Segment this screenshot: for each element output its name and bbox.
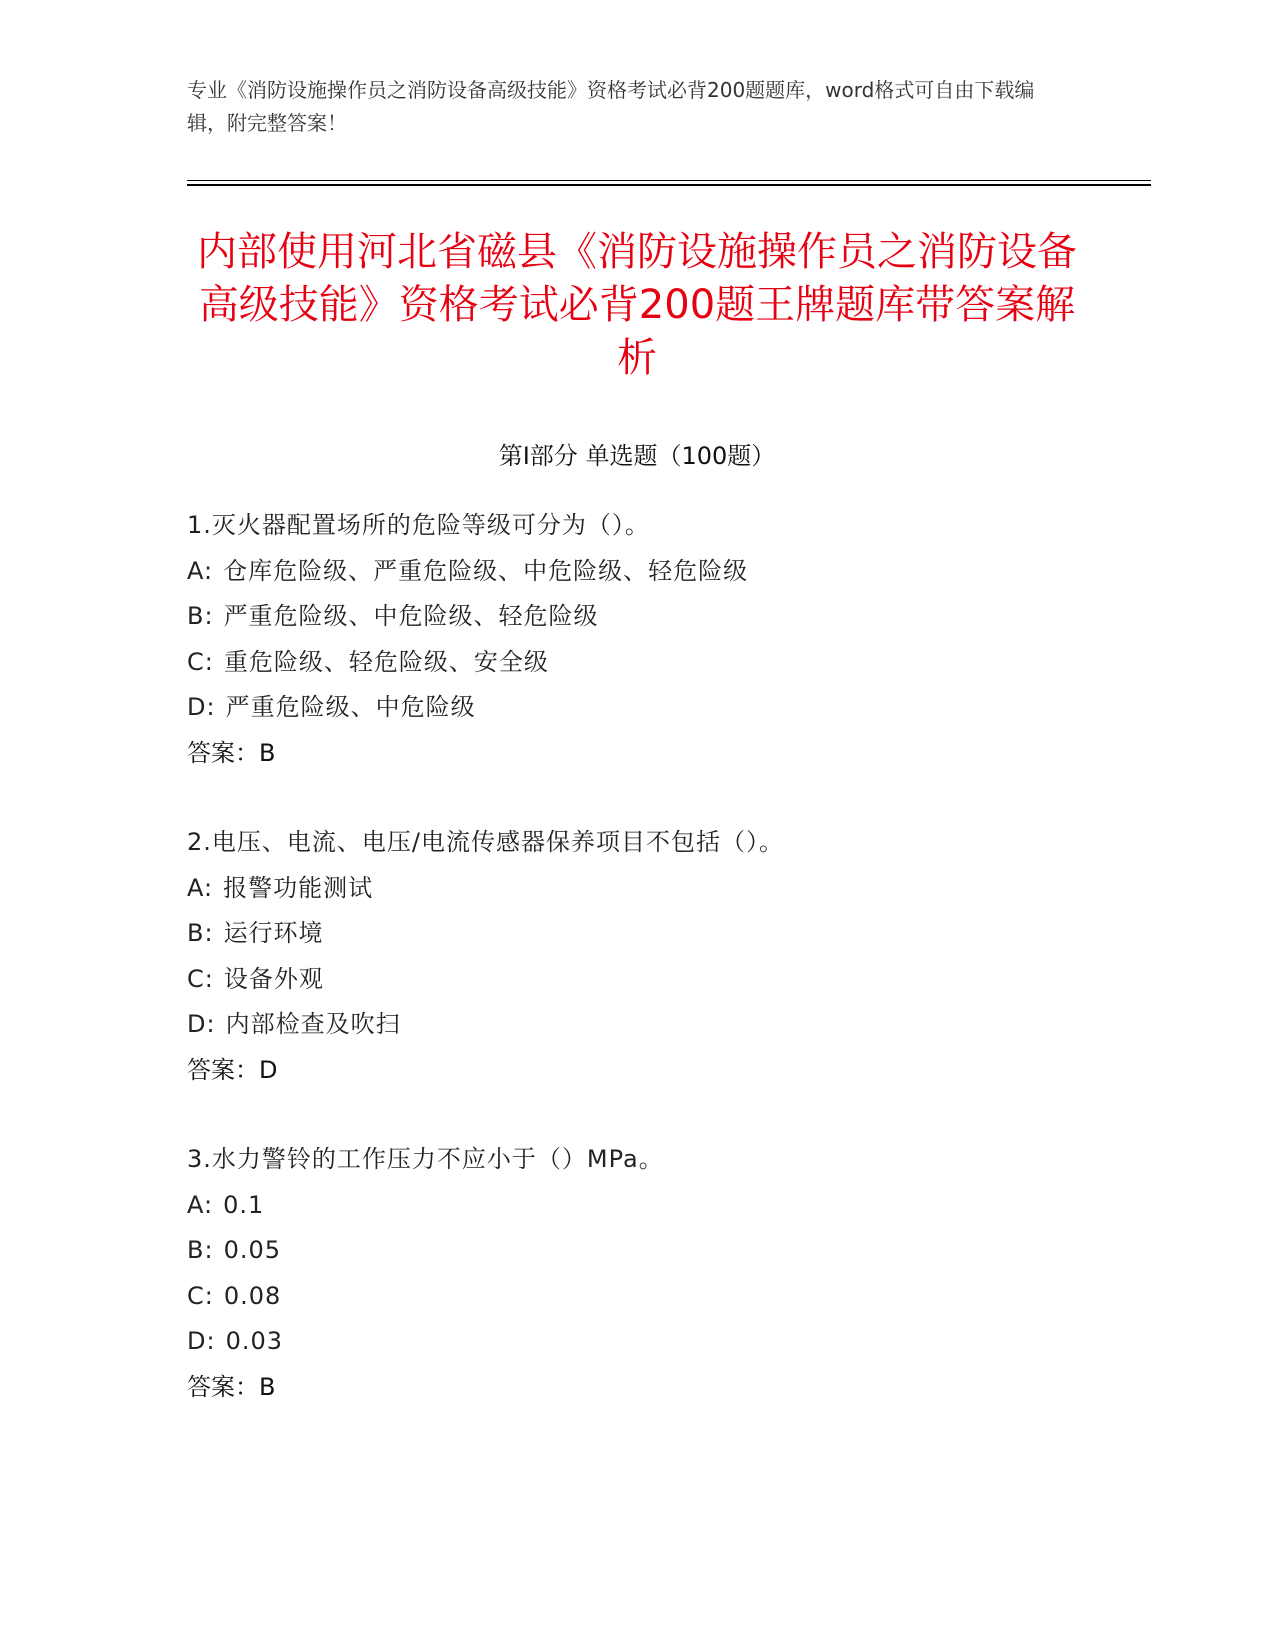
option-label: D:	[187, 693, 216, 721]
option-text: 0.03	[225, 1327, 284, 1355]
option-text: 严重危险级、中危险级	[225, 693, 476, 721]
option-text: 内部检查及吹扫	[225, 1010, 401, 1038]
option-b	[187, 1228, 1147, 1274]
option-text: 设备外观	[223, 964, 324, 993]
option-label: B:	[187, 602, 214, 630]
answer-line: 答案：B	[187, 1372, 276, 1401]
document-title: 内部使用河北省磁县《消防设施操作员之消防设备高级技能》资格考试必背200题王牌题库带答案解析	[197, 229, 1077, 381]
option-label: B:	[187, 1236, 214, 1264]
option-text: 重危险级、轻危险级、安全级	[223, 647, 549, 676]
question-stem: 1.灭火器配置场所的危险等级可分为（）。	[187, 511, 650, 539]
question-block	[187, 503, 1147, 776]
option-label: A:	[187, 556, 214, 585]
option-a	[187, 549, 1147, 595]
option-text: 严重危险级、中危险级、轻危险级	[223, 602, 599, 630]
answer-line: 答案：B	[187, 738, 276, 767]
option-label: D:	[187, 1327, 216, 1355]
option-a	[187, 1183, 1147, 1229]
option-text: 0.1	[223, 1190, 265, 1219]
question-stem: 2.电压、电流、电压/电流传感器保养项目不包括（）。	[187, 828, 784, 856]
question-stem: 3.水力警铃的工作压力不应小于（）MPa。	[187, 1145, 664, 1173]
option-a	[187, 866, 1147, 912]
header-divider-thick	[187, 184, 1151, 186]
option-text: 0.08	[223, 1281, 282, 1310]
option-b	[187, 911, 1147, 957]
option-text: 运行环境	[223, 919, 324, 947]
answer-line: 答案：D	[187, 1055, 278, 1084]
option-label: C:	[187, 647, 214, 676]
question-block	[187, 1137, 1147, 1410]
option-label: D:	[187, 1010, 216, 1038]
option-label: C:	[187, 1281, 214, 1310]
option-c	[187, 957, 1147, 1003]
option-d	[187, 1002, 1147, 1048]
option-b	[187, 594, 1147, 640]
header-note: 专业《消防设施操作员之消防设备高级技能》资格考试必背200题题库，word格式可自由下载编辑，附完整答案！	[187, 78, 1035, 135]
option-text: 仓库危险级、严重危险级、中危险级、轻危险级	[223, 556, 749, 585]
option-d	[187, 685, 1147, 731]
option-c	[187, 1274, 1147, 1320]
option-label: B:	[187, 919, 214, 947]
option-label: A:	[187, 873, 214, 902]
option-label: A:	[187, 1190, 214, 1219]
option-d	[187, 1319, 1147, 1365]
option-label: C:	[187, 964, 214, 993]
option-text: 报警功能测试	[223, 873, 374, 902]
option-text: 0.05	[223, 1236, 281, 1264]
option-c	[187, 640, 1147, 686]
section-heading: 第Ⅰ部分 单选题（100题）	[498, 442, 776, 470]
header-divider-thin	[187, 180, 1151, 181]
question-block	[187, 820, 1147, 1093]
